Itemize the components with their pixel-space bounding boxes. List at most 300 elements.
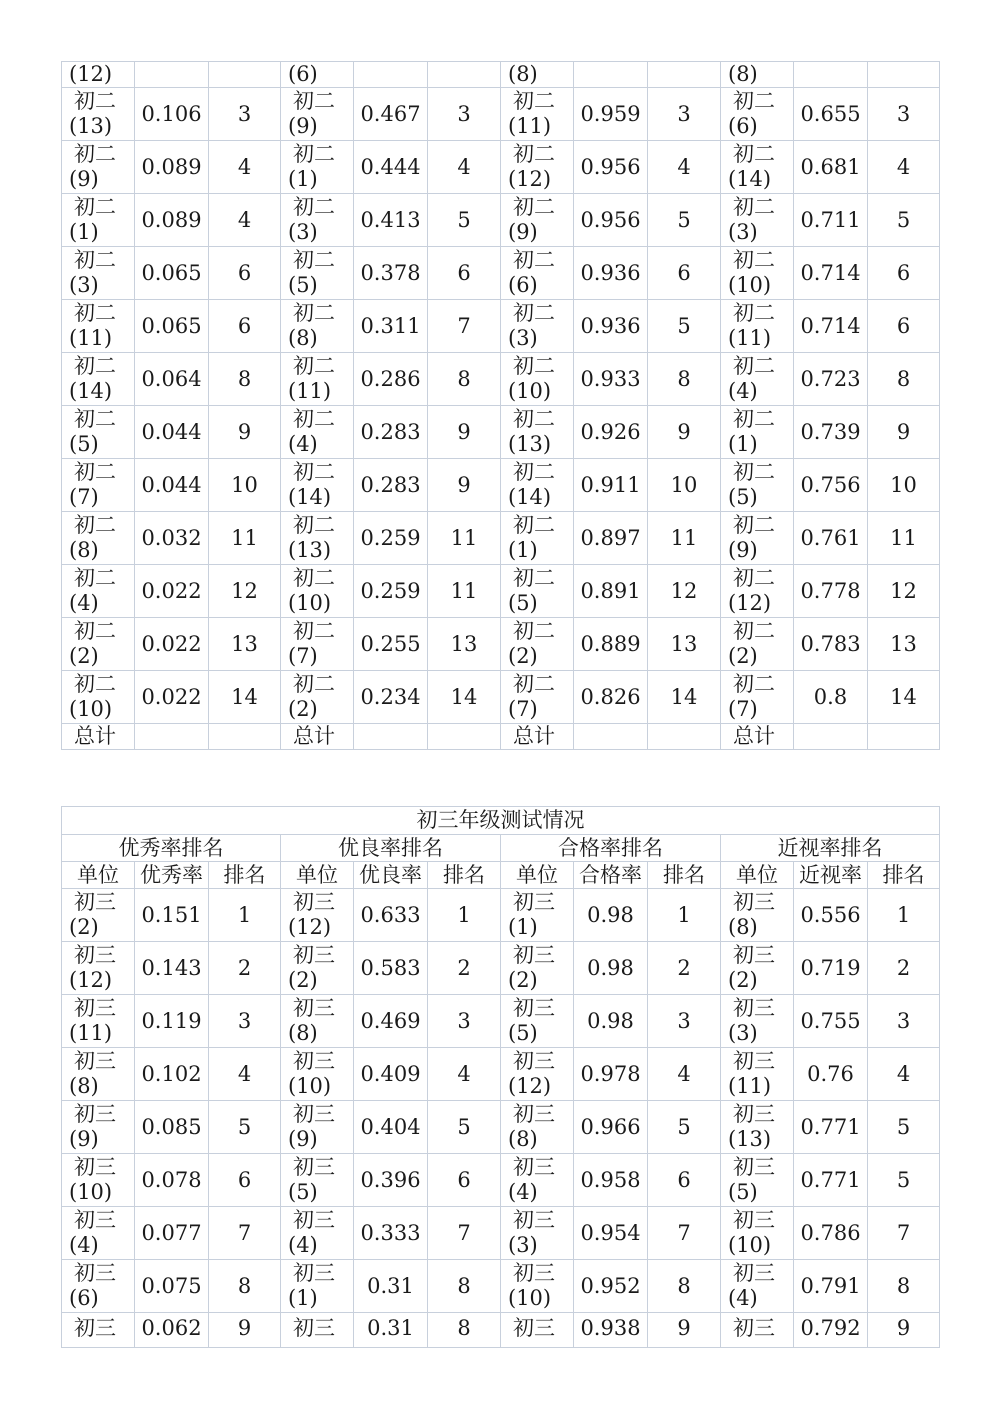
rank-cell: 6 [648,1154,721,1207]
value-cell: 0.933 [574,353,648,406]
unit-cell: 初三 (12) [501,1048,574,1101]
unit-cell: 初二 (14) [62,353,135,406]
unit-cell: 初二 (1) [62,194,135,247]
column-header: 优秀率 [135,862,209,889]
section-title: 优秀率排名 [62,835,281,862]
unit-cell: 初二 (12) [721,565,794,618]
rank-cell: 6 [428,247,501,300]
unit-cell: 初三 (10) [501,1260,574,1313]
total-label: 总计 [721,724,794,750]
column-header: 排名 [428,862,501,889]
rank-cell: 5 [648,300,721,353]
rank-cell: 5 [868,1154,940,1207]
rank-cell: 5 [428,194,501,247]
unit-cell: 初二 (1) [501,512,574,565]
value-cell: 0.078 [135,1154,209,1207]
rank-cell: 13 [648,618,721,671]
value-cell: 0.044 [135,459,209,512]
table-row [62,512,940,565]
value-cell: 0.719 [794,942,868,995]
rank-cell: 2 [209,942,281,995]
value-cell: 0.404 [354,1101,428,1154]
rank-cell: 13 [868,618,940,671]
section-header-row [62,835,940,862]
unit-cell: 初三 (4) [281,1207,354,1260]
value-cell: 0.151 [135,889,209,942]
rank-cell: 4 [868,1048,940,1101]
rank-cell: 12 [209,565,281,618]
rank-cell: 4 [428,141,501,194]
unit-cell: (12) [62,62,135,88]
table-row [62,1207,940,1260]
value-cell: 0.792 [794,1313,868,1348]
value-cell: 0.889 [574,618,648,671]
rank-cell: 7 [648,1207,721,1260]
value-cell: 0.022 [135,671,209,724]
unit-cell: 初三 (5) [501,995,574,1048]
value-cell: 0.891 [574,565,648,618]
unit-cell: 初二 (5) [501,565,574,618]
unit-cell: 初二 (1) [281,141,354,194]
rank-cell: 7 [428,300,501,353]
unit-cell: 初三 (10) [721,1207,794,1260]
table-row [62,565,940,618]
rank-cell: 7 [428,1207,501,1260]
unit-cell: 初二 (11) [62,300,135,353]
value-cell: 0.956 [574,194,648,247]
rank-cell: 10 [868,459,940,512]
unit-cell: 初二 (3) [721,194,794,247]
rank-cell: 11 [868,512,940,565]
total-label: 总计 [62,724,135,750]
unit-cell: 初三 [281,1313,354,1348]
table-row [62,353,940,406]
value-cell: 0.259 [354,565,428,618]
unit-cell: 初三 [501,1313,574,1348]
rank-cell: 4 [648,1048,721,1101]
column-header: 单位 [501,862,574,889]
table-row [62,62,940,88]
value-cell: 0.723 [794,353,868,406]
unit-cell: 初三 [721,1313,794,1348]
rank-cell: 4 [209,194,281,247]
value-cell: 0.044 [135,406,209,459]
rank-cell: 6 [648,247,721,300]
rank-cell: 8 [428,1313,501,1348]
value-cell: 0.022 [135,618,209,671]
value-cell: 0.8 [794,671,868,724]
rank-cell: 3 [428,995,501,1048]
unit-cell: 初二 (14) [501,459,574,512]
rank-cell: 8 [868,1260,940,1313]
unit-cell: 初二 (14) [281,459,354,512]
rank-cell: 2 [648,942,721,995]
unit-cell: 初三 (8) [62,1048,135,1101]
value-cell: 0.755 [794,995,868,1048]
value-cell: 0.583 [354,942,428,995]
table-row [62,247,940,300]
value-cell: 0.283 [354,406,428,459]
unit-cell: 初二 (9) [62,141,135,194]
rank-cell: 1 [648,889,721,942]
unit-cell: 初二 (4) [721,353,794,406]
rank-cell: 12 [868,565,940,618]
rank-cell: 4 [428,1048,501,1101]
table-row [62,406,940,459]
value-cell: 0.778 [794,565,868,618]
rank-cell: 7 [209,1207,281,1260]
rank-cell: 6 [428,1154,501,1207]
value-cell: 0.633 [354,889,428,942]
unit-cell: 初二 (5) [721,459,794,512]
unit-cell: 初二 (10) [501,353,574,406]
rank-cell: 12 [648,565,721,618]
value-cell: 0.409 [354,1048,428,1101]
unit-cell: 初二 (14) [721,141,794,194]
rank-cell: 8 [209,1260,281,1313]
unit-cell: 初三 (4) [721,1260,794,1313]
value-cell: 0.739 [794,406,868,459]
unit-cell: 初二 (13) [281,512,354,565]
unit-cell: 初三 (10) [62,1154,135,1207]
table-row [62,995,940,1048]
unit-cell: 初三 (3) [721,995,794,1048]
unit-cell: 初三 (13) [721,1101,794,1154]
unit-cell: 初二 (7) [62,459,135,512]
value-cell: 0.771 [794,1154,868,1207]
unit-cell: 初二 (2) [721,618,794,671]
rank-cell: 4 [868,141,940,194]
rank-cell: 4 [648,141,721,194]
rank-cell: 2 [868,942,940,995]
unit-cell: 初三 (12) [281,889,354,942]
value-cell: 0.938 [574,1313,648,1348]
column-header: 近视率 [794,862,868,889]
unit-cell: 初二 (9) [281,88,354,141]
unit-cell: 初三 (4) [501,1154,574,1207]
rank-cell: 8 [428,1260,501,1313]
value-cell: 0.936 [574,247,648,300]
rank-cell: 9 [868,1313,940,1348]
rank-cell: 6 [868,300,940,353]
rank-cell: 5 [428,1101,501,1154]
unit-cell: 初二 (13) [62,88,135,141]
column-header: 单位 [62,862,135,889]
value-cell: 0.31 [354,1260,428,1313]
column-header: 排名 [648,862,721,889]
unit-cell: 初二 (2) [62,618,135,671]
rank-cell: 3 [868,88,940,141]
value-cell: 0.952 [574,1260,648,1313]
rank-cell: 5 [868,1101,940,1154]
value-cell: 0.826 [574,671,648,724]
rank-cell: 8 [648,1260,721,1313]
unit-cell: (8) [501,62,574,88]
unit-cell: 初三 (2) [501,942,574,995]
unit-cell: 初三 (8) [501,1101,574,1154]
unit-cell: 初二 (1) [721,406,794,459]
unit-cell: 初二 (10) [281,565,354,618]
rank-cell: 8 [648,353,721,406]
value-cell: 0.791 [794,1260,868,1313]
rank-cell: 9 [428,406,501,459]
rank-cell: 9 [209,1313,281,1348]
rank-cell: 3 [648,88,721,141]
unit-cell: 初三 (6) [62,1260,135,1313]
rank-cell: 11 [648,512,721,565]
table-row [62,141,940,194]
rank-cell: 3 [209,88,281,141]
column-header: 排名 [209,862,281,889]
column-header-row [62,862,940,889]
grade3-ranking-table [61,806,940,1348]
unit-cell: 初二 (5) [62,406,135,459]
rank-cell: 14 [868,671,940,724]
value-cell: 0.76 [794,1048,868,1101]
table-row [62,1260,940,1313]
rank-cell: 6 [209,1154,281,1207]
value-cell: 0.98 [574,889,648,942]
unit-cell: 初二 (9) [501,194,574,247]
rank-cell: 9 [868,406,940,459]
rank-cell: 5 [648,1101,721,1154]
table-row [62,194,940,247]
unit-cell: 初二 (7) [281,618,354,671]
section-title: 优良率排名 [281,835,501,862]
value-cell: 0.396 [354,1154,428,1207]
unit-cell: 初三 (11) [721,1048,794,1101]
rank-cell: 6 [209,300,281,353]
value-cell: 0.714 [794,300,868,353]
total-label: 总计 [281,724,354,750]
value-cell: 0.936 [574,300,648,353]
unit-cell: 初二 (8) [281,300,354,353]
unit-cell: 初二 (3) [62,247,135,300]
rank-cell: 13 [209,618,281,671]
table-title: 初三年级测试情况 [62,807,940,835]
unit-cell: 初三 (1) [281,1260,354,1313]
value-cell: 0.655 [794,88,868,141]
value-cell: 0.31 [354,1313,428,1348]
unit-cell: 初三 (4) [62,1207,135,1260]
table-row [62,889,940,942]
rank-cell: 4 [209,1048,281,1101]
unit-cell: (8) [721,62,794,88]
unit-cell: 初二 (5) [281,247,354,300]
rank-cell: 9 [648,1313,721,1348]
rank-cell: 1 [868,889,940,942]
value-cell: 0.089 [135,141,209,194]
value-cell: 0.022 [135,565,209,618]
value-cell: 0.681 [794,141,868,194]
value-cell: 0.065 [135,247,209,300]
unit-cell: 初二 (2) [281,671,354,724]
table-row [62,459,940,512]
unit-cell: 初三 (2) [281,942,354,995]
value-cell: 0.119 [135,995,209,1048]
rank-cell: 8 [209,353,281,406]
total-label: 总计 [501,724,574,750]
rank-cell: 9 [428,459,501,512]
value-cell: 0.378 [354,247,428,300]
rank-cell: 14 [648,671,721,724]
value-cell: 0.926 [574,406,648,459]
unit-cell: 初二 (11) [721,300,794,353]
value-cell: 0.085 [135,1101,209,1154]
unit-cell: 初二 (6) [721,88,794,141]
value-cell: 0.106 [135,88,209,141]
unit-cell: 初三 (3) [501,1207,574,1260]
section-title: 近视率排名 [721,835,940,862]
rank-cell: 5 [868,194,940,247]
value-cell: 0.259 [354,512,428,565]
section-title: 合格率排名 [501,835,721,862]
unit-cell: 初二 (11) [501,88,574,141]
value-cell: 0.286 [354,353,428,406]
table-row [62,618,940,671]
rank-cell: 4 [209,141,281,194]
value-cell: 0.771 [794,1101,868,1154]
unit-cell: 初三 (8) [721,889,794,942]
value-cell: 0.897 [574,512,648,565]
value-cell: 0.102 [135,1048,209,1101]
value-cell: 0.333 [354,1207,428,1260]
table-row [62,1154,940,1207]
value-cell: 0.065 [135,300,209,353]
unit-cell: 初二 (8) [62,512,135,565]
column-header: 单位 [721,862,794,889]
rank-cell: 3 [648,995,721,1048]
value-cell: 0.911 [574,459,648,512]
value-cell: 0.062 [135,1313,209,1348]
table-row [62,300,940,353]
value-cell: 0.467 [354,88,428,141]
value-cell: 0.075 [135,1260,209,1313]
rank-cell: 9 [209,406,281,459]
rank-cell: 6 [209,247,281,300]
rank-cell: 10 [648,459,721,512]
unit-cell: (6) [281,62,354,88]
value-cell: 0.089 [135,194,209,247]
value-cell: 0.556 [794,889,868,942]
table-row [62,1048,940,1101]
value-cell: 0.786 [794,1207,868,1260]
column-header: 排名 [868,862,940,889]
value-cell: 0.954 [574,1207,648,1260]
unit-cell: 初三 (2) [721,942,794,995]
unit-cell: 初二 (12) [501,141,574,194]
rank-cell: 3 [209,995,281,1048]
rank-cell: 3 [868,995,940,1048]
table-row [62,671,940,724]
value-cell: 0.959 [574,88,648,141]
rank-cell: 8 [428,353,501,406]
table-row [62,1101,940,1154]
unit-cell: 初二 (3) [281,194,354,247]
table-row [62,88,940,141]
unit-cell: 初三 (5) [281,1154,354,1207]
rank-cell: 3 [428,88,501,141]
rank-cell: 5 [209,1101,281,1154]
unit-cell: 初二 (10) [721,247,794,300]
rank-cell: 11 [428,565,501,618]
rank-cell: 14 [428,671,501,724]
rank-cell: 11 [209,512,281,565]
unit-cell: 初二 (7) [501,671,574,724]
unit-cell: 初三 (9) [281,1101,354,1154]
rank-cell: 9 [648,406,721,459]
rank-cell: 1 [209,889,281,942]
value-cell: 0.958 [574,1154,648,1207]
column-header: 合格率 [574,862,648,889]
value-cell: 0.413 [354,194,428,247]
value-cell: 0.714 [794,247,868,300]
rank-cell: 2 [428,942,501,995]
value-cell: 0.756 [794,459,868,512]
rank-cell: 6 [868,247,940,300]
unit-cell: 初三 (8) [281,995,354,1048]
unit-cell: 初二 (4) [281,406,354,459]
unit-cell: 初二 (6) [501,247,574,300]
unit-cell: 初二 (2) [501,618,574,671]
value-cell: 0.469 [354,995,428,1048]
unit-cell: 初三 (5) [721,1154,794,1207]
unit-cell: 初二 (10) [62,671,135,724]
value-cell: 0.956 [574,141,648,194]
value-cell: 0.966 [574,1101,648,1154]
value-cell: 0.444 [354,141,428,194]
value-cell: 0.978 [574,1048,648,1101]
value-cell: 0.077 [135,1207,209,1260]
table-row [62,942,940,995]
value-cell: 0.064 [135,353,209,406]
unit-cell: 初二 (13) [501,406,574,459]
rank-cell: 5 [648,194,721,247]
value-cell: 0.761 [794,512,868,565]
unit-cell: 初二 (7) [721,671,794,724]
rank-cell: 10 [209,459,281,512]
unit-cell: 初三 (10) [281,1048,354,1101]
rank-cell: 13 [428,618,501,671]
rank-cell: 14 [209,671,281,724]
rank-cell: 11 [428,512,501,565]
table-row [62,1313,940,1348]
value-cell: 0.283 [354,459,428,512]
value-cell: 0.255 [354,618,428,671]
table-title-row [62,807,940,835]
rank-cell: 1 [428,889,501,942]
value-cell: 0.234 [354,671,428,724]
value-cell: 0.783 [794,618,868,671]
value-cell: 0.711 [794,194,868,247]
unit-cell: 初三 [62,1313,135,1348]
value-cell: 0.311 [354,300,428,353]
rank-cell: 7 [868,1207,940,1260]
value-cell: 0.032 [135,512,209,565]
unit-cell: 初三 (2) [62,889,135,942]
value-cell: 0.98 [574,995,648,1048]
unit-cell: 初二 (4) [62,565,135,618]
unit-cell: 初二 (9) [721,512,794,565]
value-cell: 0.143 [135,942,209,995]
unit-cell: 初二 (3) [501,300,574,353]
unit-cell: 初三 (11) [62,995,135,1048]
rank-cell: 8 [868,353,940,406]
unit-cell: 初三 (9) [62,1101,135,1154]
unit-cell: 初二 (11) [281,353,354,406]
value-cell: 0.98 [574,942,648,995]
column-header: 优良率 [354,862,428,889]
